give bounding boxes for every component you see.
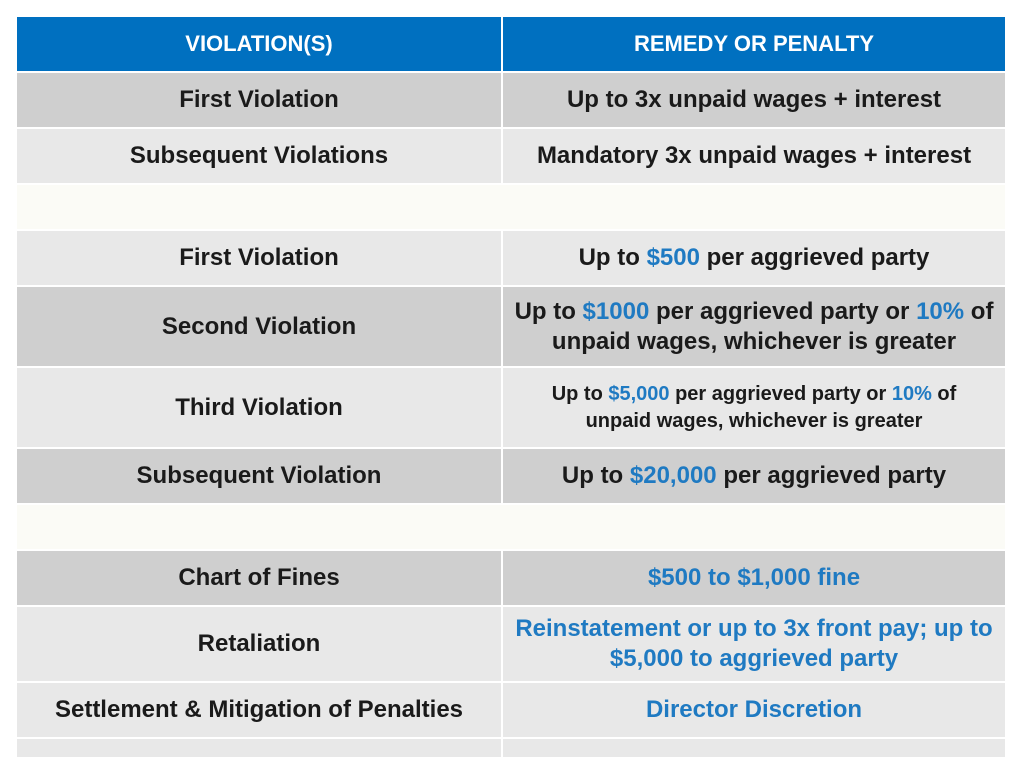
violation-cell: Subsequent Violations bbox=[17, 129, 503, 183]
violation-cell: Chart of Fines bbox=[17, 551, 503, 605]
remedy-cell: Mandatory 3x unpaid wages + interest bbox=[503, 129, 1005, 183]
table-row bbox=[17, 681, 1005, 737]
fine-amount: $500 bbox=[646, 244, 700, 271]
violation-cell: Third Violation bbox=[17, 368, 503, 447]
header-violations: VIOLATION(S) bbox=[17, 17, 503, 71]
table-row bbox=[17, 549, 1005, 605]
table-row bbox=[17, 605, 1005, 681]
remedy-cell: Director Discretion bbox=[503, 683, 1005, 737]
fine-percent: 10% bbox=[891, 382, 932, 405]
table-footer-strip bbox=[17, 737, 1005, 757]
header-remedy: REMEDY OR PENALTY bbox=[503, 17, 1005, 71]
remedy-cell: Up to $5,000 per aggrieved party or 10% of unpaid wages, whichever is greater bbox=[503, 368, 1005, 447]
fine-percent: 10% bbox=[916, 297, 965, 325]
section-divider bbox=[17, 503, 1005, 549]
violation-cell: First Violation bbox=[17, 73, 503, 127]
penalty-table bbox=[17, 17, 1005, 757]
violation-cell: Subsequent Violation bbox=[17, 449, 503, 503]
remedy-cell: Up to $500 per aggrieved party bbox=[503, 231, 1005, 285]
remedy-cell: $500 to $1,000 fine bbox=[503, 551, 1005, 605]
table-row bbox=[17, 71, 1005, 127]
violation-cell: Second Violation bbox=[17, 287, 503, 366]
violation-cell: Retaliation bbox=[17, 607, 503, 681]
fine-amount: $5,000 bbox=[608, 382, 670, 405]
table-header bbox=[17, 17, 1005, 71]
remedy-cell: Up to $1000 per aggrieved party or 10% of unpaid wages, whichever is greater bbox=[503, 287, 1005, 366]
remedy-cell: Up to $20,000 per aggrieved party bbox=[503, 449, 1005, 503]
violation-cell: Settlement & Mitigation of Penalties bbox=[17, 683, 503, 737]
fine-amount: $20,000 bbox=[629, 462, 717, 489]
table-row bbox=[17, 285, 1005, 366]
remedy-cell: Up to 3x unpaid wages + interest bbox=[503, 73, 1005, 127]
violation-cell: First Violation bbox=[17, 231, 503, 285]
table-row bbox=[17, 229, 1005, 285]
remedy-cell: Reinstatement or up to 3x front pay; up to $5,000 to aggrieved party bbox=[503, 607, 1005, 681]
table-row bbox=[17, 447, 1005, 503]
table-row bbox=[17, 127, 1005, 183]
fine-amount: $1000 bbox=[582, 297, 650, 325]
table-row bbox=[17, 366, 1005, 447]
section-divider bbox=[17, 183, 1005, 229]
